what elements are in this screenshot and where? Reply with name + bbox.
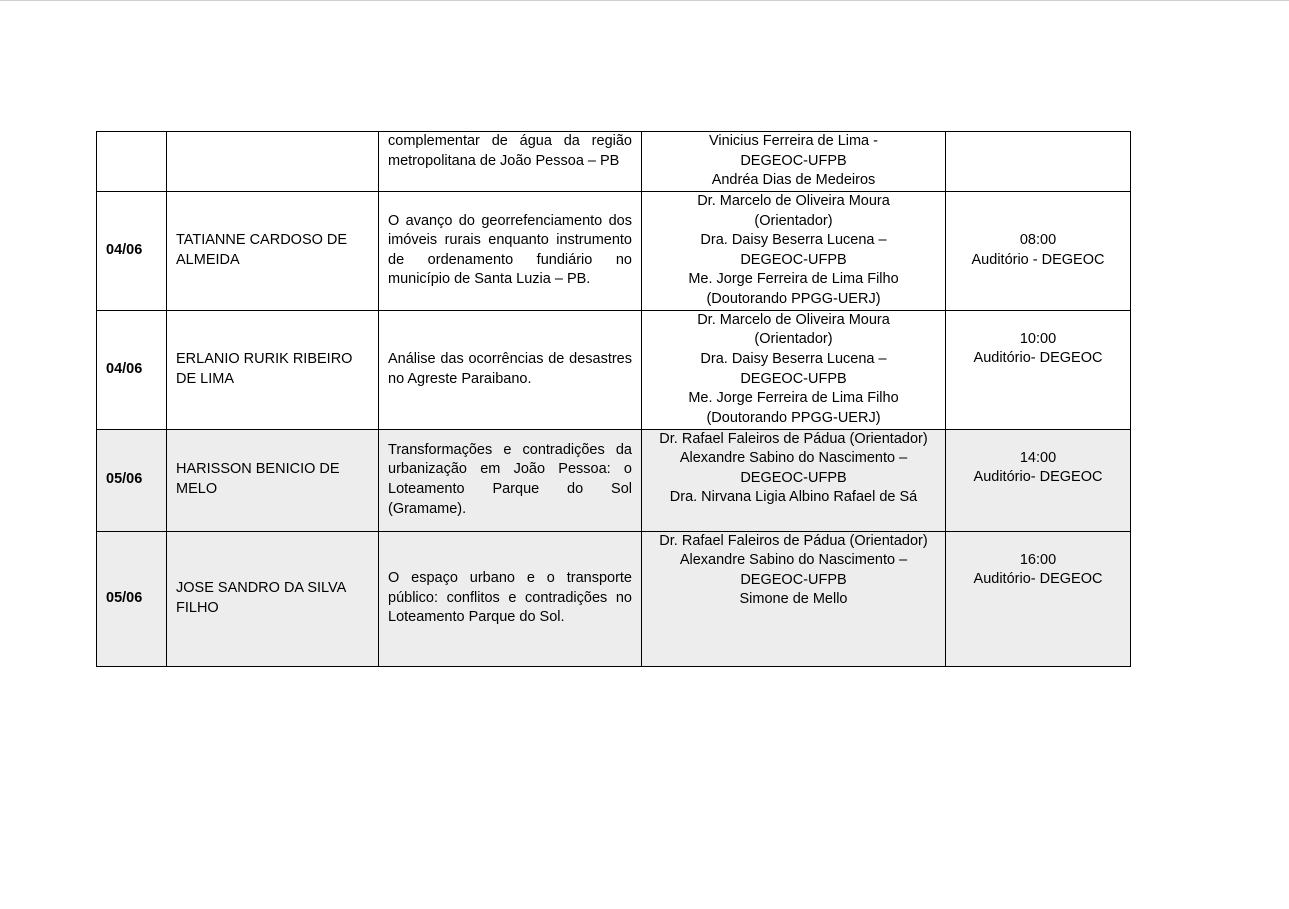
board-cell: [642, 192, 946, 311]
board-member: Me. Jorge Ferreira de Lima Filho: [688, 271, 899, 288]
title-cell: Transformações e contradições da urbanização em João Pessoa: o Loteamento Parque do Sol (Gramame).: [379, 429, 642, 531]
table-row: [97, 429, 1131, 531]
board-member: Vinicius Ferreira de Lima -: [709, 133, 878, 150]
board-member: Dra. Daisy Beserra Lucena –: [700, 350, 887, 367]
page-top-border: [0, 0, 1289, 1]
board-cell: [642, 132, 946, 192]
time: 10:00: [1019, 330, 1057, 347]
location: Auditório - DEGEOC: [971, 251, 1105, 268]
location: Auditório- DEGEOC: [973, 350, 1103, 367]
board-member: Alexandre Sabino do Nascimento –: [679, 552, 908, 569]
board-member: Alexandre Sabino do Nascimento –: [679, 450, 908, 467]
time-location-cell: [946, 429, 1131, 531]
board-member: DEGEOC-UFPB: [740, 370, 847, 387]
date-cell: 05/06: [97, 531, 167, 666]
title-cell: O avanço do georrefenciamento dos imóveis rurais enquanto instrumento de ordenamento fundiário no município de Santa Luzia – PB.: [379, 192, 642, 311]
defense-schedule-table: [96, 131, 1131, 667]
board-member: Andréa Dias de Medeiros: [711, 172, 876, 189]
board-member: Dr. Rafael Faleiros de Pádua (Orientador): [659, 532, 928, 549]
board-member: (Doutorando PPGG-UERJ): [706, 409, 881, 426]
student-cell: TATIANNE CARDOSO DE ALMEIDA: [167, 192, 379, 311]
title-cell: complementar de água da região metropolitana de João Pessoa – PB: [379, 132, 642, 192]
board-member: (Orientador): [754, 331, 833, 348]
board-member: Dr. Marcelo de Oliveira Moura: [697, 193, 890, 209]
board-member: (Doutorando PPGG-UERJ): [706, 290, 881, 307]
time: 08:00: [1019, 232, 1057, 249]
location: Auditório- DEGEOC: [973, 469, 1103, 486]
time-location-cell: [946, 132, 1131, 192]
date-cell: [97, 132, 167, 192]
board-member: DEGEOC-UFPB: [740, 152, 847, 169]
time-location-cell: [946, 531, 1131, 666]
board-cell: [642, 429, 946, 531]
board-cell: [642, 531, 946, 666]
board-member: (Orientador): [754, 212, 833, 229]
board-member: DEGEOC-UFPB: [740, 469, 847, 486]
date-cell: 05/06: [97, 429, 167, 531]
table-row: [97, 192, 1131, 311]
date-cell: 04/06: [97, 192, 167, 311]
board-member: Dr. Rafael Faleiros de Pádua (Orientador): [659, 430, 928, 447]
board-member: Dra. Nirvana Ligia Albino Rafael de Sá: [669, 489, 918, 506]
student-cell: JOSE SANDRO DA SILVA FILHO: [167, 531, 379, 666]
student-cell: [167, 132, 379, 192]
title-cell: O espaço urbano e o transporte público: conflitos e contradições no Loteamento Parque do Sol.: [379, 531, 642, 666]
board-member: Simone de Mello: [739, 591, 848, 608]
student-cell: HARISSON BENICIO DE MELO: [167, 429, 379, 531]
board-member: Dr. Marcelo de Oliveira Moura: [697, 311, 890, 328]
table-row: [97, 310, 1131, 429]
table-row: [97, 132, 1131, 192]
board-member: DEGEOC-UFPB: [740, 251, 847, 268]
location: Auditório- DEGEOC: [973, 571, 1103, 588]
date-cell: 04/06: [97, 310, 167, 429]
title-cell: Análise das ocorrências de desastres no Agreste Paraibano.: [379, 310, 642, 429]
time: 16:00: [1019, 551, 1057, 568]
time-location-cell: [946, 310, 1131, 429]
student-cell: ERLANIO RURIK RIBEIRO DE LIMA: [167, 310, 379, 429]
time-location-cell: [946, 192, 1131, 311]
board-cell: [642, 310, 946, 429]
table-row: [97, 531, 1131, 666]
time: 14:00: [1019, 449, 1057, 466]
board-member: Me. Jorge Ferreira de Lima Filho: [688, 390, 899, 407]
board-member: DEGEOC-UFPB: [740, 571, 847, 588]
board-member: Dra. Daisy Beserra Lucena –: [700, 232, 887, 249]
